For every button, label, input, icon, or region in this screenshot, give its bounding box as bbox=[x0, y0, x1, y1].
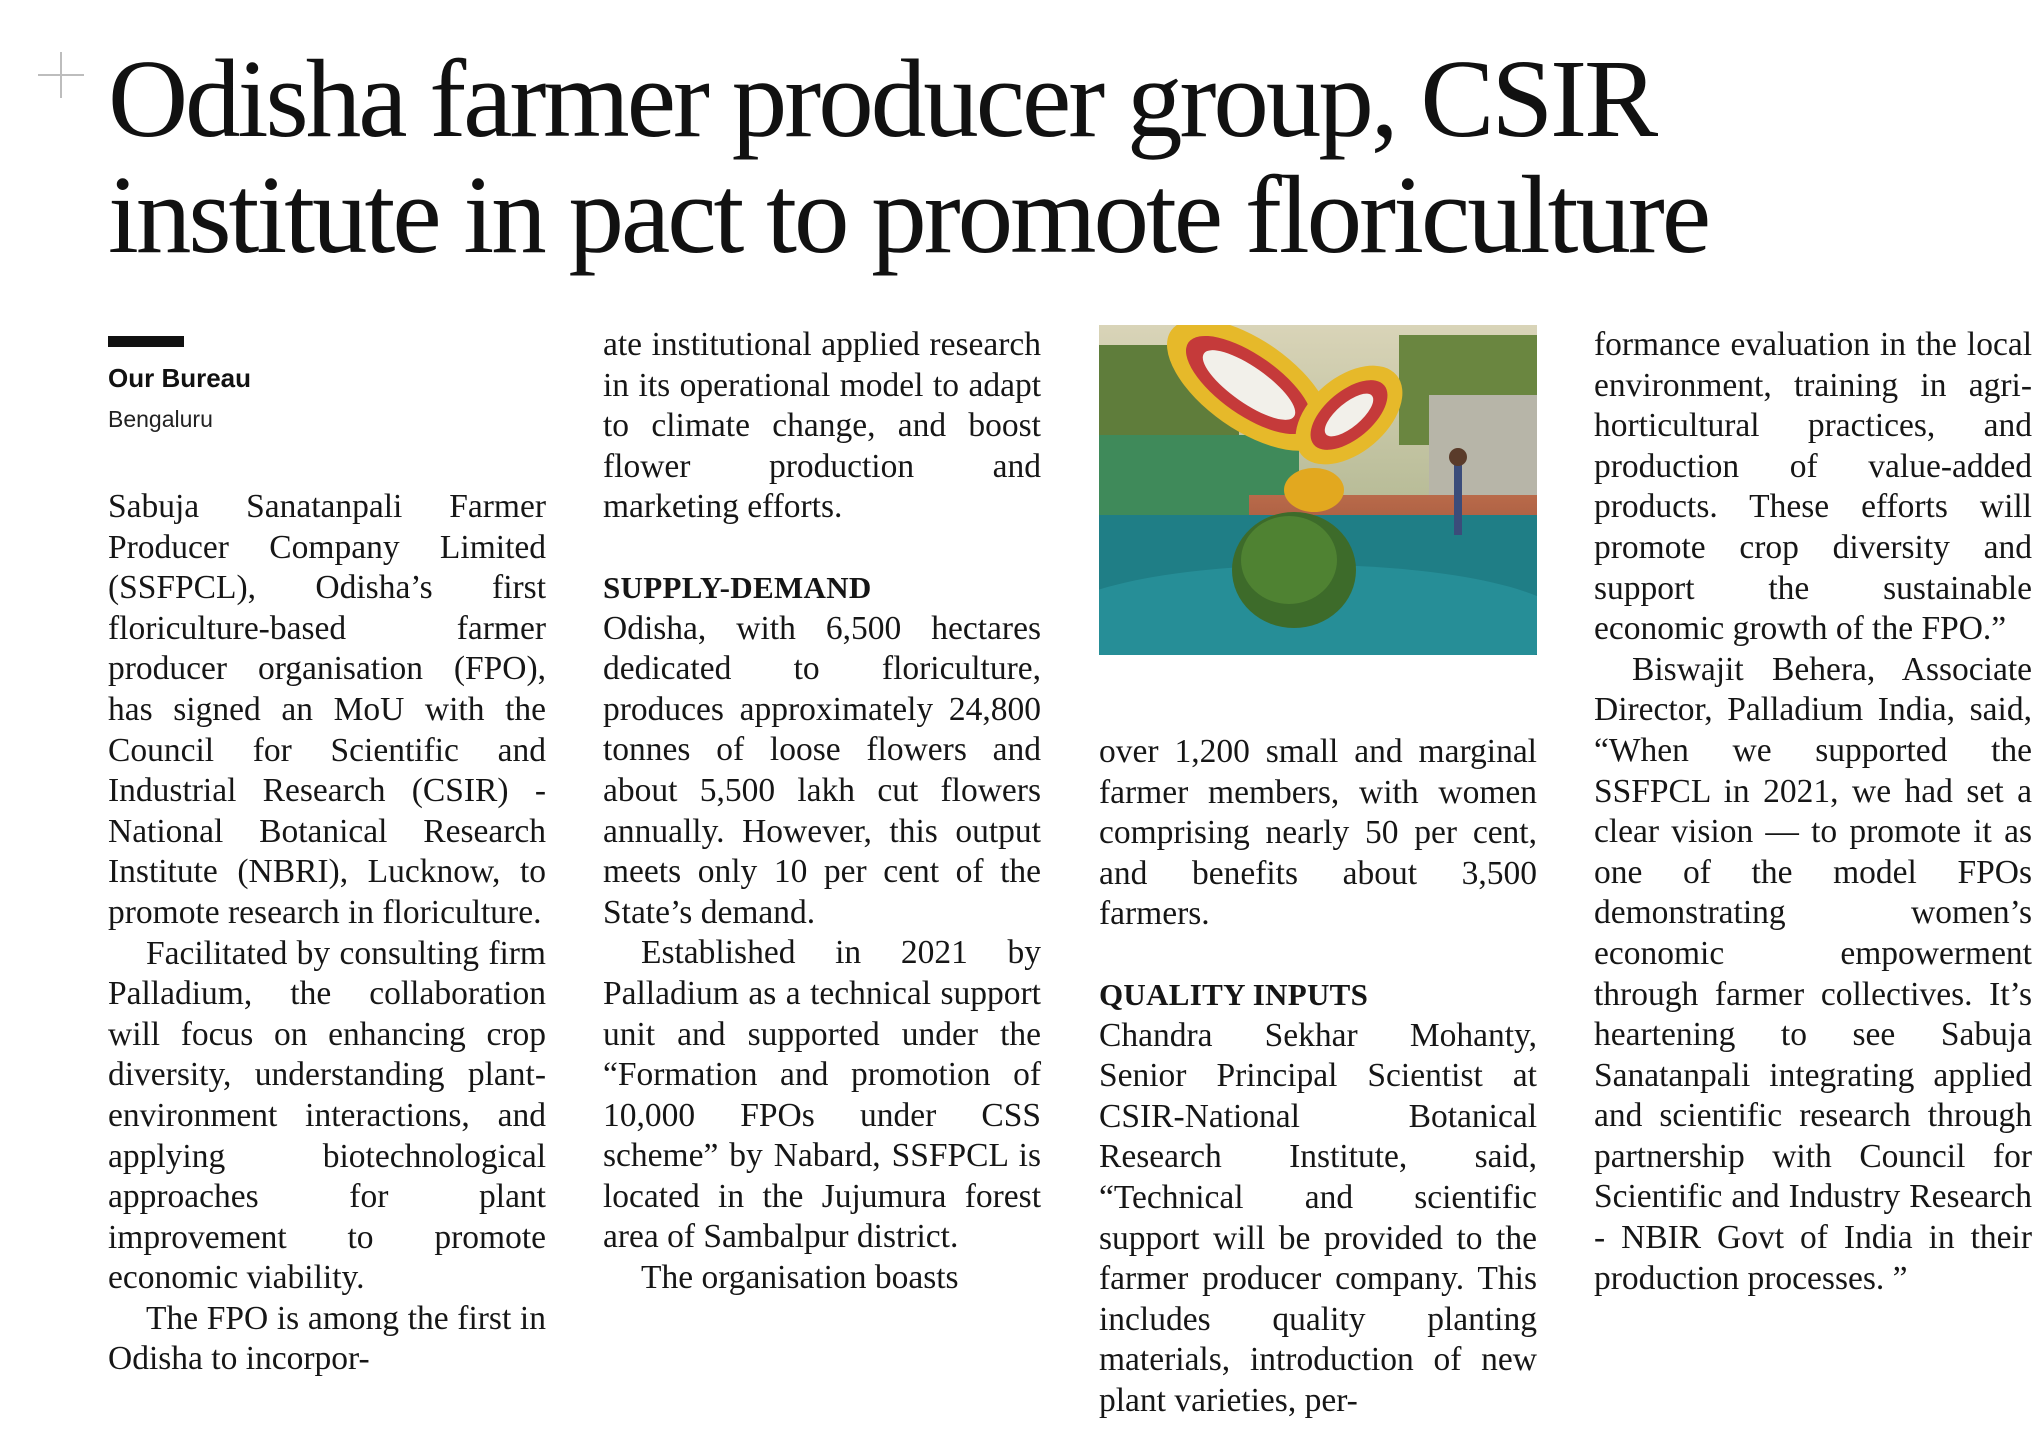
headline-line-1: Odisha farmer producer group, CSIR bbox=[108, 38, 1656, 161]
paragraph: The FPO is among the first in Odisha to incorpor- bbox=[108, 1299, 546, 1378]
article-column-2 bbox=[603, 325, 1041, 1299]
butterfly-flower-sculpture-image bbox=[1099, 325, 1537, 655]
paragraph: Sabuja Sanatanpali Farmer Producer Company Limited (SSFPCL), Odisha’s first floriculture-based farmer producer organisation (FPO), has signed an MoU with the Council for Scientific and Industrial Research (CSIR) - National Botanical Research Institute (NBRI), Lucknow, to promote research in floriculture. bbox=[108, 488, 546, 931]
crop-mark bbox=[38, 52, 84, 98]
subhead-quality-inputs: QUALITY INPUTS bbox=[1099, 976, 1369, 1012]
paragraph: over 1,200 small and marginal farmer members, with women comprising nearly 50 per cent, and benefits about 3,500 farmers. bbox=[1099, 733, 1537, 933]
byline-bar bbox=[108, 336, 184, 347]
article-photo bbox=[1099, 325, 1537, 655]
article-column-1 bbox=[108, 487, 546, 1380]
paragraph: The organisation boasts bbox=[641, 1259, 959, 1297]
byline-location: Bengaluru bbox=[108, 406, 213, 432]
paragraph: Biswajit Behera, Associate Director, Palladium India, said, “When we supported the SSFPCL in 2021, we had set a clear vision — to promote it as one of the model FPOs demonstrating women’s economic empowerment through farmer collectives. It’s heartening to see Sabuja Sanatanpali integrating applied and scientific research through partnership with Council for Scientific and Industry Research - NBIR Govt of India in their production processes. ” bbox=[1594, 650, 2032, 1297]
headline bbox=[108, 38, 2008, 277]
byline-author: Our Bureau bbox=[108, 363, 252, 393]
paragraph: formance evaluation in the local environment, training in agri-horticultural practices, and production of value-added products. These efforts will promote crop diversity and support the sustainable economic growth of the FPO.” bbox=[1594, 326, 2032, 648]
subhead-supply-demand: SUPPLY-DEMAND bbox=[603, 569, 872, 605]
article-column-4 bbox=[1594, 325, 2032, 1299]
paragraph: Chandra Sekhar Mohanty, Senior Principal Scientist at CSIR-National Botanical Research Institute, said, “Technical and scientific support will be provided to the farmer producer company. This includes quality planting materials, introduction of new plant varieties, per- bbox=[1099, 1016, 1537, 1419]
paragraph: ate institutional applied research in its operational model to adapt to climate change, and boost flower production and marketing efforts. bbox=[603, 326, 1041, 526]
article-column-3 bbox=[1099, 732, 1537, 1422]
headline-line-2: institute in pact to promote floriculture bbox=[108, 154, 1709, 277]
paragraph: Odisha, with 6,500 hectares dedicated to floriculture, produces approximately 24,800 tonnes of loose flowers and about 5,500 lakh cut flowers annually. However, this output meets only 10 per cent of the State’s demand. bbox=[603, 609, 1041, 931]
paragraph: Established in 2021 by Palladium as a technical support unit and supported under the “Formation and promotion of 10,000 FPOs under CSS scheme” by Nabard, SSFPCL is located in the Jujumura forest area of Sambalpur district. bbox=[603, 934, 1041, 1256]
paragraph: Facilitated by consulting firm Palladium, the collaboration will focus on enhancing crop diversity, understanding plant-environment interactions, and applying biotechnological approaches for plant improvement to promote economic viability. bbox=[108, 934, 546, 1297]
